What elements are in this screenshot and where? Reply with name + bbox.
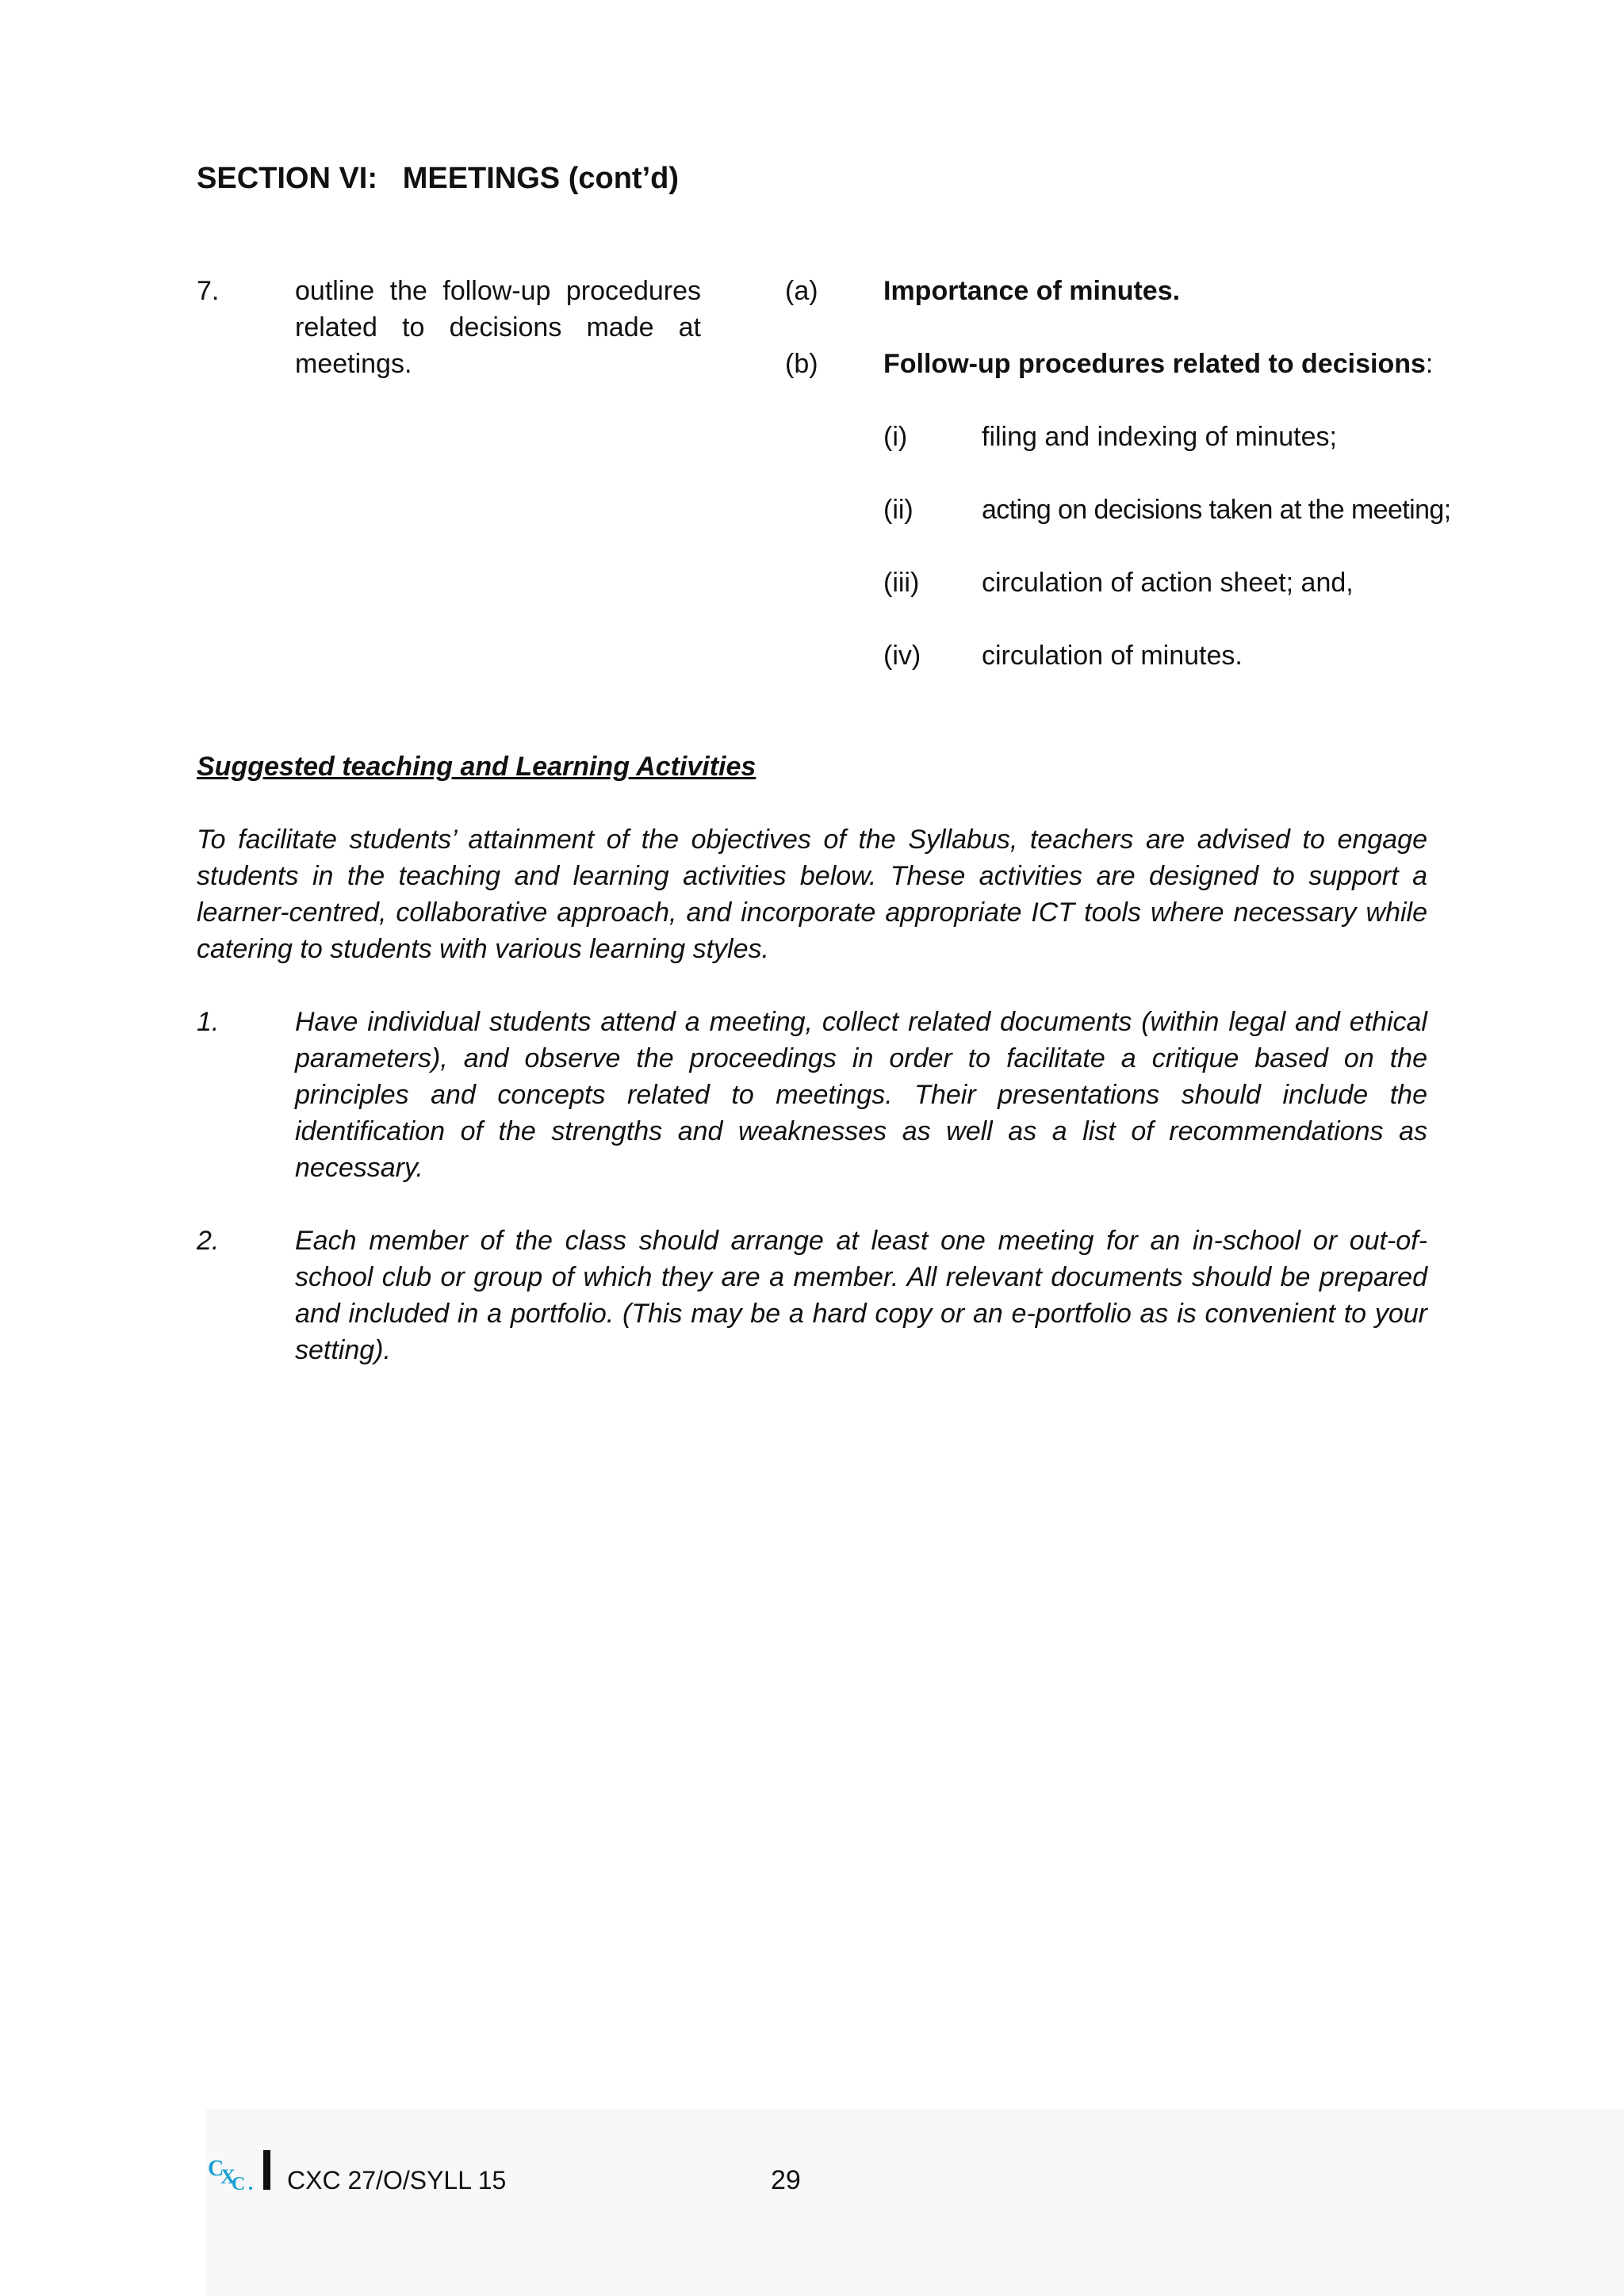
cxc-logo <box>205 2152 255 2193</box>
content-item-b-text: Follow-up procedures related to decisions <box>883 349 1426 379</box>
activity-number-1: 1. <box>197 1007 220 1037</box>
cxc-logo-x: X <box>220 2165 236 2188</box>
cxc-logo-dot <box>249 2187 252 2190</box>
activities-intro: To facilitate students’ attainment of the objectives of the Syllabus, teachers are advised to engage students in the teaching and learning activities below. These activities are designed to support a learner-centred, collaborative approach, and incorporate appropriate ICT tools where necessary while catering to students with various learning styles. <box>197 825 1427 964</box>
footer-divider <box>263 2150 270 2190</box>
subitem-label-iii: (iii) <box>883 568 920 598</box>
content-item-a-text: Importance of minutes. <box>883 276 1181 306</box>
subitem-text-iii: circulation of action sheet; and, <box>982 568 1354 598</box>
subitem-text-iv: circulation of minutes. <box>982 641 1243 671</box>
content-item-b-suffix: : <box>1425 349 1434 379</box>
subitem-text-ii: acting on decisions taken at the meeting; <box>982 495 1451 525</box>
objective-number: 7. <box>197 276 220 306</box>
section-title: SECTION VI: MEETINGS (cont’d) <box>197 162 679 195</box>
footer-syllabus-code: CXC 27/O/SYLL 15 <box>287 2166 507 2195</box>
subitem-label-i: (i) <box>883 422 908 452</box>
content-item-text-b <box>883 346 1433 382</box>
content-item-label-b: (b) <box>785 349 818 379</box>
content-item-text-a <box>883 273 1180 309</box>
subitem-label-iv: (iv) <box>883 641 921 671</box>
activities-heading: Suggested teaching and Learning Activities <box>197 752 756 782</box>
cxc-logo-c1: C <box>208 2156 224 2181</box>
content-item-label-a: (a) <box>785 276 818 306</box>
activity-number-2: 2. <box>197 1226 220 1256</box>
page-number: 29 <box>771 2165 801 2195</box>
cxc-logo-c2: C <box>232 2174 246 2193</box>
subitem-text-i: filing and indexing of minutes; <box>982 422 1337 452</box>
activity-text-2: Each member of the class should arrange at least one meeting for an in-school or out-of-school club or group of which they are a member. All relevant documents should be prepared and included in a portfolio. (This may be a hard copy or an e-portfolio as is convenient to your setting). <box>295 1226 1427 1365</box>
activity-text-1: Have individual students attend a meeting, collect related documents (within legal and ethical parameters), and observe the proceedings in order to facilitate a critique based on the principles and concepts related to meetings. Their presentations should include the identification of the strengths and weaknesses as well as a list of recommendations as necessary. <box>295 1007 1427 1183</box>
page-shade <box>206 2109 1624 2296</box>
subitem-label-ii: (ii) <box>883 495 914 525</box>
objective-text: outline the follow-up procedures related to decisions made at meetings. <box>295 276 701 379</box>
